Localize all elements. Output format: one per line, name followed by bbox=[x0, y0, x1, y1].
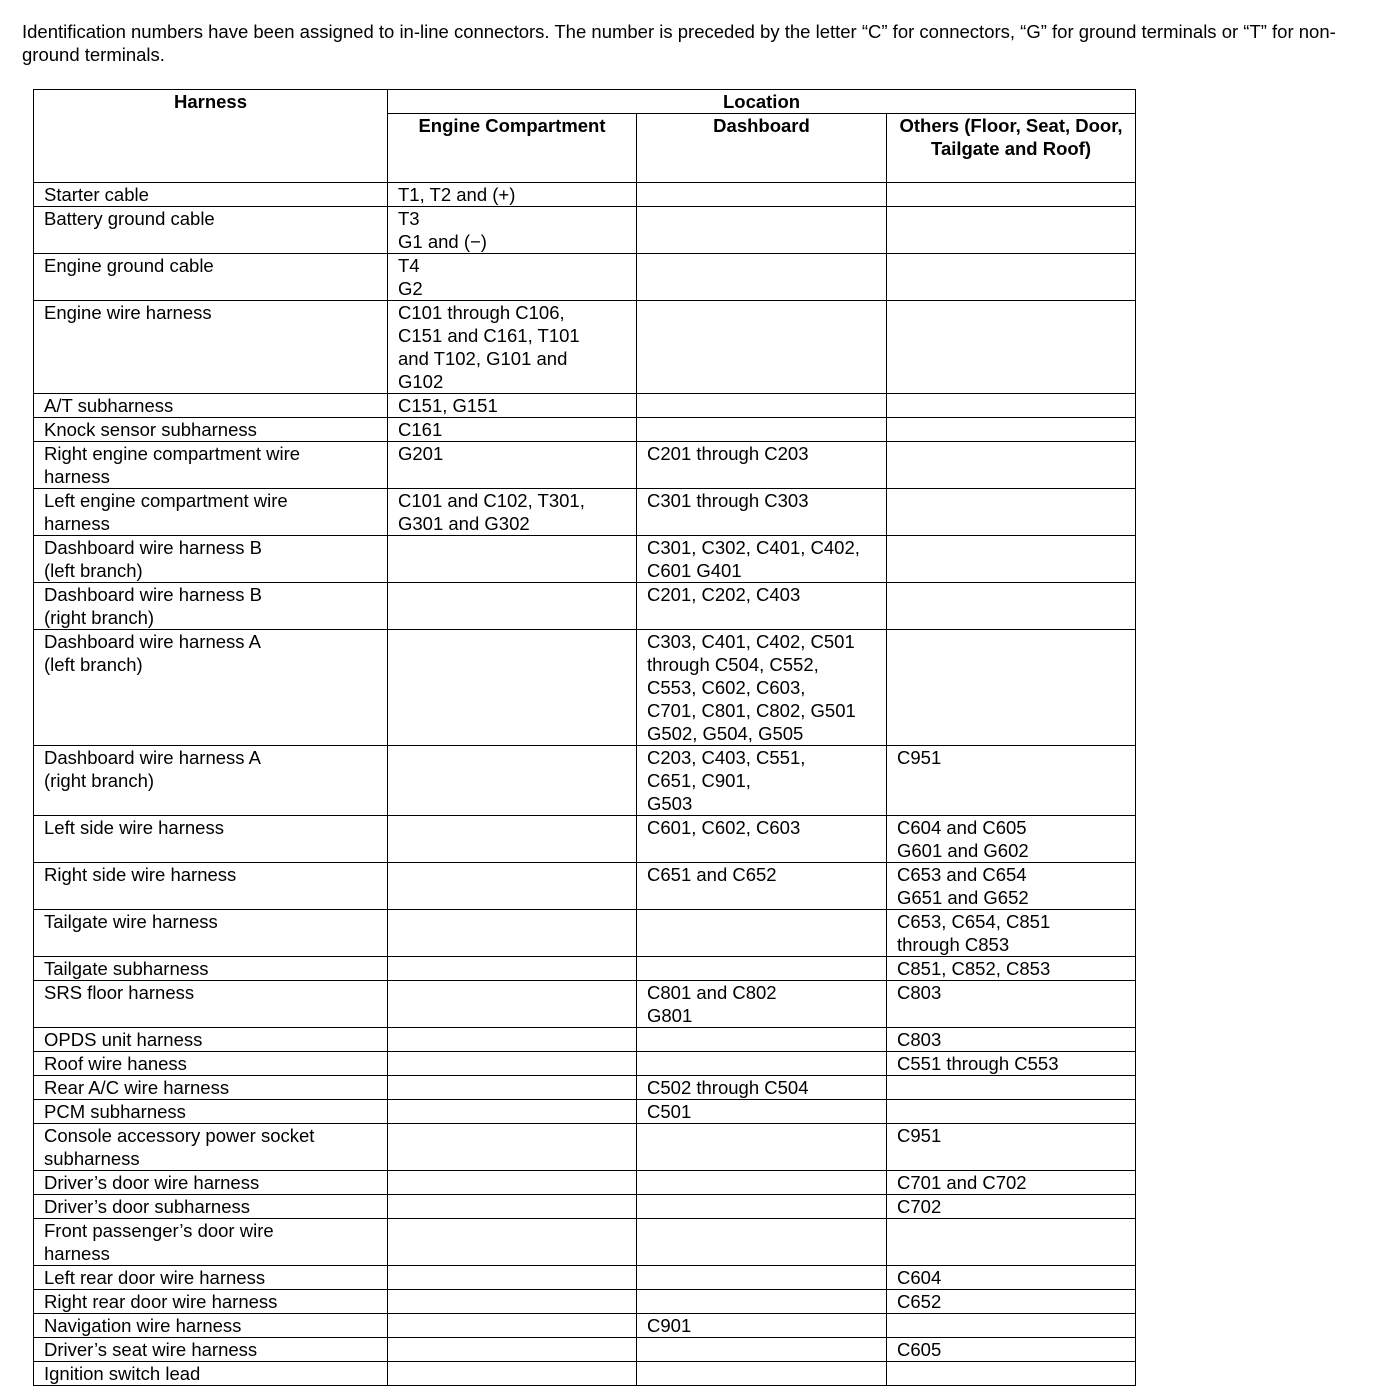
dashboard-cell bbox=[637, 1028, 887, 1052]
table-row bbox=[34, 1028, 1136, 1052]
engine-compartment-cell bbox=[388, 1362, 637, 1386]
table-body bbox=[34, 183, 1136, 1386]
engine-compartment-header: Engine Compartment bbox=[388, 114, 637, 183]
engine-compartment-cell bbox=[388, 1266, 637, 1290]
others-cell: C653 and C654 G651 and G652 bbox=[887, 863, 1136, 910]
engine-compartment-cell bbox=[388, 630, 637, 746]
dashboard-cell bbox=[637, 957, 887, 981]
others-header: Others (Floor, Seat, Door, Tailgate and Roof) bbox=[887, 114, 1136, 183]
engine-compartment-cell bbox=[388, 957, 637, 981]
table-row bbox=[34, 442, 1136, 489]
others-cell: C604 bbox=[887, 1266, 1136, 1290]
harness-cell: Starter cable bbox=[34, 183, 388, 207]
dashboard-cell bbox=[637, 1171, 887, 1195]
table-row bbox=[34, 1100, 1136, 1124]
others-cell bbox=[887, 1076, 1136, 1100]
others-cell bbox=[887, 1219, 1136, 1266]
table-row bbox=[34, 301, 1136, 394]
harness-cell: PCM subharness bbox=[34, 1100, 388, 1124]
engine-compartment-cell bbox=[388, 1076, 637, 1100]
table-row bbox=[34, 746, 1136, 816]
harness-cell: Right rear door wire harness bbox=[34, 1290, 388, 1314]
harness-cell: Driver’s door wire harness bbox=[34, 1171, 388, 1195]
dashboard-cell bbox=[637, 1266, 887, 1290]
harness-cell: SRS floor harness bbox=[34, 981, 388, 1028]
others-cell bbox=[887, 1362, 1136, 1386]
others-cell: C803 bbox=[887, 1028, 1136, 1052]
dashboard-cell bbox=[637, 910, 887, 957]
harness-cell: Left side wire harness bbox=[34, 816, 388, 863]
dashboard-cell bbox=[637, 254, 887, 301]
dashboard-cell bbox=[637, 394, 887, 418]
others-cell: C605 bbox=[887, 1338, 1136, 1362]
engine-compartment-cell bbox=[388, 1124, 637, 1171]
dashboard-cell bbox=[637, 207, 887, 254]
engine-compartment-cell bbox=[388, 816, 637, 863]
engine-compartment-cell: T1, T2 and (+) bbox=[388, 183, 637, 207]
dashboard-cell: C201, C202, C403 bbox=[637, 583, 887, 630]
harness-cell: Knock sensor subharness bbox=[34, 418, 388, 442]
harness-cell: A/T subharness bbox=[34, 394, 388, 418]
harness-cell: Left engine compartment wire harness bbox=[34, 489, 388, 536]
others-cell: C701 and C702 bbox=[887, 1171, 1136, 1195]
table-row bbox=[34, 910, 1136, 957]
table-row bbox=[34, 1219, 1136, 1266]
table-row bbox=[34, 183, 1136, 207]
table-row bbox=[34, 630, 1136, 746]
others-cell: C551 through C553 bbox=[887, 1052, 1136, 1076]
others-cell bbox=[887, 442, 1136, 489]
others-cell bbox=[887, 207, 1136, 254]
engine-compartment-cell bbox=[388, 536, 637, 583]
others-cell bbox=[887, 630, 1136, 746]
harness-cell: Right side wire harness bbox=[34, 863, 388, 910]
harness-cell: Right engine compartment wire harness bbox=[34, 442, 388, 489]
harness-cell: Ignition switch lead bbox=[34, 1362, 388, 1386]
dashboard-cell: C801 and C802 G801 bbox=[637, 981, 887, 1028]
harness-cell: Driver’s seat wire harness bbox=[34, 1338, 388, 1362]
table-row bbox=[34, 1076, 1136, 1100]
engine-compartment-cell bbox=[388, 910, 637, 957]
engine-compartment-cell: T3 G1 and (−) bbox=[388, 207, 637, 254]
harness-cell: OPDS unit harness bbox=[34, 1028, 388, 1052]
others-cell bbox=[887, 394, 1136, 418]
dashboard-cell: C303, C401, C402, C501 through C504, C552, C553, C602, C603, C701, C801, C802, G501 G502, G504, G505 bbox=[637, 630, 887, 746]
harness-cell: Battery ground cable bbox=[34, 207, 388, 254]
table-row bbox=[34, 957, 1136, 981]
dashboard-cell bbox=[637, 1124, 887, 1171]
others-cell: C652 bbox=[887, 1290, 1136, 1314]
dashboard-cell bbox=[637, 418, 887, 442]
dashboard-cell: C651 and C652 bbox=[637, 863, 887, 910]
dashboard-cell: C301, C302, C401, C402, C601 G401 bbox=[637, 536, 887, 583]
table-row bbox=[34, 207, 1136, 254]
dashboard-cell: C901 bbox=[637, 1314, 887, 1338]
engine-compartment-cell bbox=[388, 1100, 637, 1124]
table-row bbox=[34, 1266, 1136, 1290]
harness-cell: Dashboard wire harness A (right branch) bbox=[34, 746, 388, 816]
harness-cell: Driver’s door subharness bbox=[34, 1195, 388, 1219]
engine-compartment-cell: C161 bbox=[388, 418, 637, 442]
dashboard-cell bbox=[637, 1290, 887, 1314]
others-cell: C702 bbox=[887, 1195, 1136, 1219]
engine-compartment-cell bbox=[388, 1052, 637, 1076]
others-cell: C851, C852, C853 bbox=[887, 957, 1136, 981]
engine-compartment-cell: G201 bbox=[388, 442, 637, 489]
others-cell bbox=[887, 1100, 1136, 1124]
others-cell: C604 and C605 G601 and G602 bbox=[887, 816, 1136, 863]
others-cell bbox=[887, 489, 1136, 536]
harness-location-table bbox=[33, 89, 1136, 1386]
harness-cell: Engine ground cable bbox=[34, 254, 388, 301]
engine-compartment-cell bbox=[388, 863, 637, 910]
dashboard-cell bbox=[637, 1052, 887, 1076]
others-cell bbox=[887, 254, 1136, 301]
others-cell bbox=[887, 583, 1136, 630]
others-cell bbox=[887, 418, 1136, 442]
harness-cell: Dashboard wire harness B (right branch) bbox=[34, 583, 388, 630]
harness-cell: Front passenger’s door wire harness bbox=[34, 1219, 388, 1266]
harness-cell: Dashboard wire harness A (left branch) bbox=[34, 630, 388, 746]
engine-compartment-cell bbox=[388, 1171, 637, 1195]
dashboard-cell: C601, C602, C603 bbox=[637, 816, 887, 863]
table-row bbox=[34, 536, 1136, 583]
table-row bbox=[34, 583, 1136, 630]
others-cell: C951 bbox=[887, 746, 1136, 816]
engine-compartment-cell bbox=[388, 1290, 637, 1314]
engine-compartment-cell: T4 G2 bbox=[388, 254, 637, 301]
dashboard-cell: C301 through C303 bbox=[637, 489, 887, 536]
others-cell: C951 bbox=[887, 1124, 1136, 1171]
engine-compartment-cell: C151, G151 bbox=[388, 394, 637, 418]
engine-compartment-cell: C101 through C106, C151 and C161, T101 and T102, G101 and G102 bbox=[388, 301, 637, 394]
engine-compartment-cell bbox=[388, 981, 637, 1028]
table-row bbox=[34, 1314, 1136, 1338]
table-row bbox=[34, 816, 1136, 863]
harness-cell: Rear A/C wire harness bbox=[34, 1076, 388, 1100]
engine-compartment-cell bbox=[388, 583, 637, 630]
dashboard-cell bbox=[637, 1219, 887, 1266]
others-cell bbox=[887, 536, 1136, 583]
harness-cell: Roof wire haness bbox=[34, 1052, 388, 1076]
harness-cell: Console accessory power socket subharness bbox=[34, 1124, 388, 1171]
location-column-header: Location bbox=[388, 90, 1136, 114]
harness-cell: Tailgate wire harness bbox=[34, 910, 388, 957]
harness-cell: Engine wire harness bbox=[34, 301, 388, 394]
others-cell bbox=[887, 1314, 1136, 1338]
dashboard-cell bbox=[637, 1362, 887, 1386]
table-row bbox=[34, 1290, 1136, 1314]
intro-paragraph: Identification numbers have been assigned to in-line connectors. The number is preceded by the letter “C” for connectors, “G” for ground terminals or “T” for non-ground terminals. bbox=[22, 21, 1336, 65]
others-cell bbox=[887, 301, 1136, 394]
dashboard-cell: C203, C403, C551, C651, C901, G503 bbox=[637, 746, 887, 816]
engine-compartment-cell bbox=[388, 1338, 637, 1362]
others-cell: C653, C654, C851 through C853 bbox=[887, 910, 1136, 957]
dashboard-header: Dashboard bbox=[637, 114, 887, 183]
engine-compartment-cell bbox=[388, 1314, 637, 1338]
dashboard-cell bbox=[637, 1195, 887, 1219]
dashboard-cell: C502 through C504 bbox=[637, 1076, 887, 1100]
dashboard-cell bbox=[637, 183, 887, 207]
dashboard-cell: C201 through C203 bbox=[637, 442, 887, 489]
table-row bbox=[34, 981, 1136, 1028]
table-row bbox=[34, 863, 1136, 910]
table-row bbox=[34, 1052, 1136, 1076]
engine-compartment-cell: C101 and C102, T301, G301 and G302 bbox=[388, 489, 637, 536]
table-row bbox=[34, 418, 1136, 442]
harness-cell: Tailgate subharness bbox=[34, 957, 388, 981]
table-row bbox=[34, 1171, 1136, 1195]
dashboard-cell bbox=[637, 1338, 887, 1362]
table-row bbox=[34, 1338, 1136, 1362]
engine-compartment-cell bbox=[388, 746, 637, 816]
dashboard-cell: C501 bbox=[637, 1100, 887, 1124]
table-row bbox=[34, 489, 1136, 536]
table-row bbox=[34, 394, 1136, 418]
harness-cell: Dashboard wire harness B (left branch) bbox=[34, 536, 388, 583]
dashboard-cell bbox=[637, 301, 887, 394]
table-row bbox=[34, 1124, 1136, 1171]
harness-cell: Left rear door wire harness bbox=[34, 1266, 388, 1290]
engine-compartment-cell bbox=[388, 1195, 637, 1219]
engine-compartment-cell bbox=[388, 1028, 637, 1052]
table-row bbox=[34, 254, 1136, 301]
others-cell: C803 bbox=[887, 981, 1136, 1028]
table-row bbox=[34, 1195, 1136, 1219]
harness-column-header: Harness bbox=[34, 90, 388, 183]
engine-compartment-cell bbox=[388, 1219, 637, 1266]
table-row bbox=[34, 1362, 1136, 1386]
harness-cell: Navigation wire harness bbox=[34, 1314, 388, 1338]
others-cell bbox=[887, 183, 1136, 207]
